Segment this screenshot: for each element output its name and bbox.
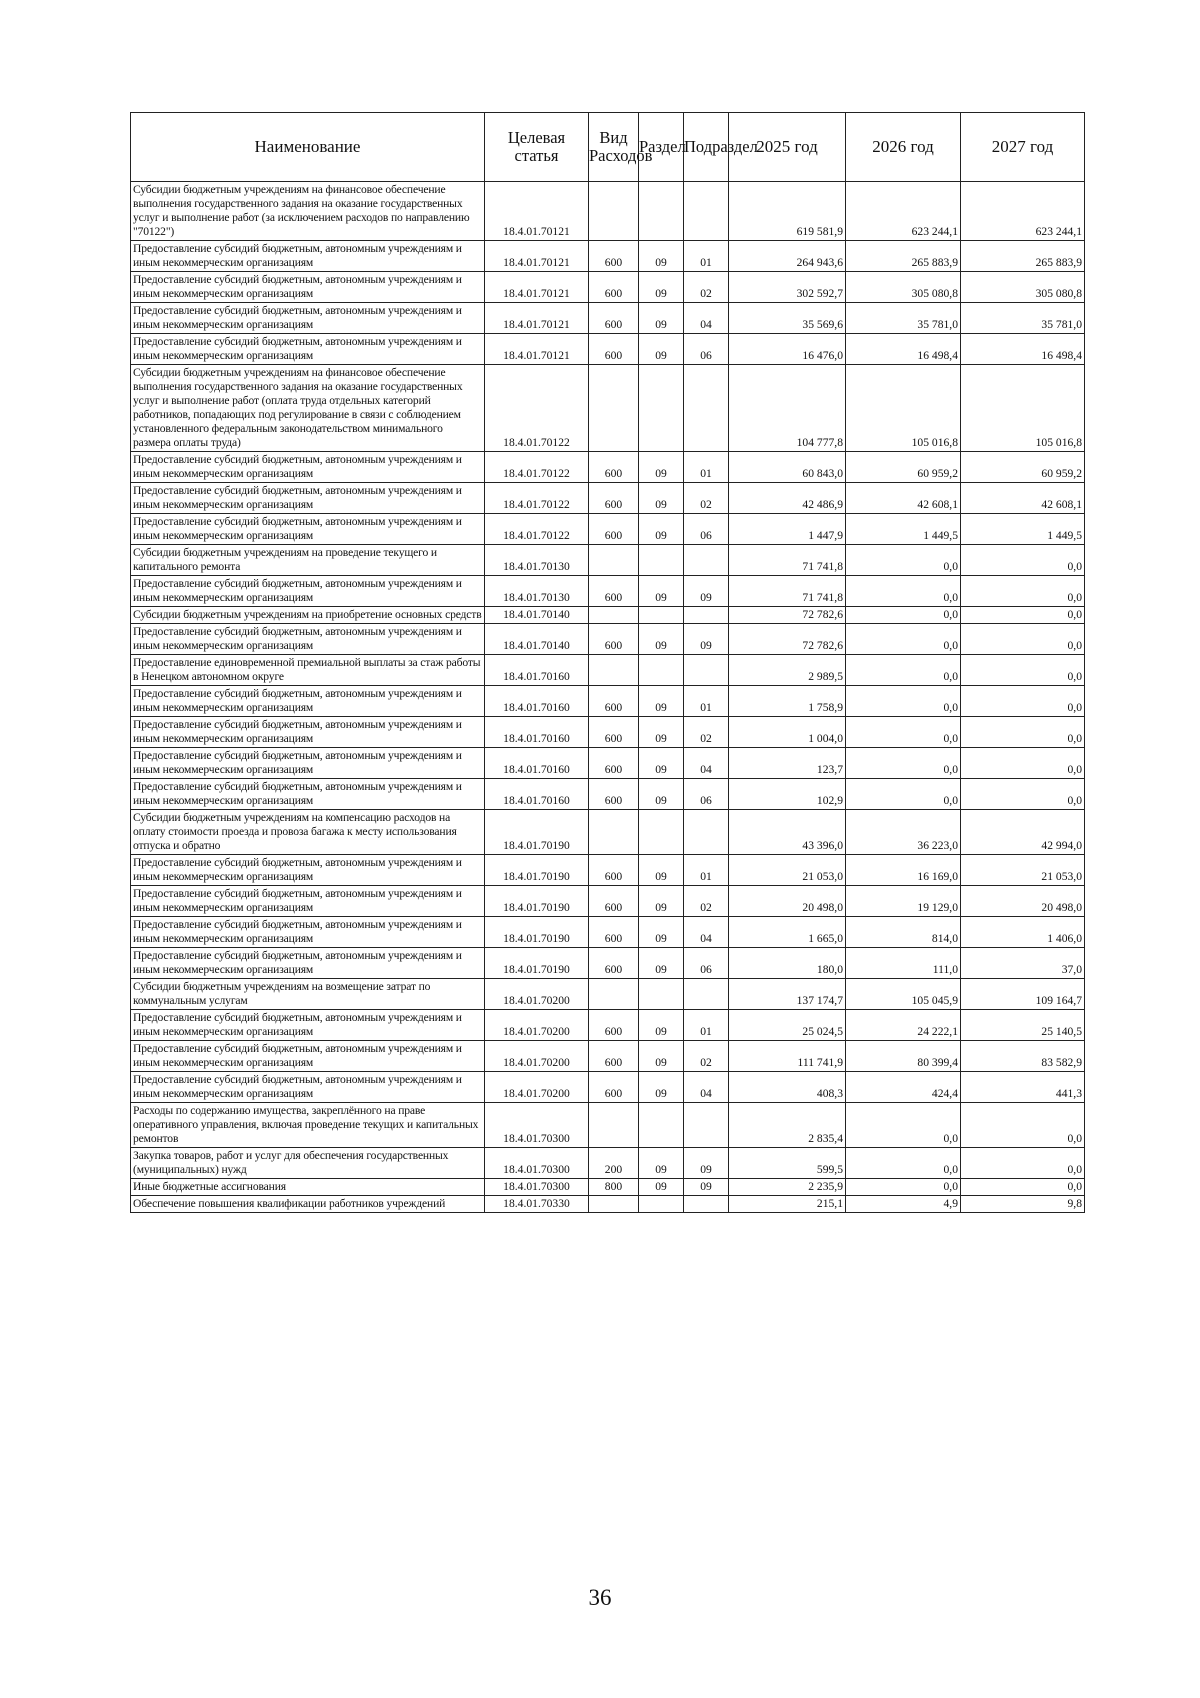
table-row xyxy=(131,717,1085,748)
cell-kind xyxy=(589,365,639,452)
cell-name: Субсидии бюджетным учреждениям на компенсацию расходов на оплату стоимости проезда и провоза багажа к месту использования отпуска и обратно xyxy=(131,810,485,855)
cell-2027: 305 080,8 xyxy=(961,272,1085,303)
cell-2027: 83 582,9 xyxy=(961,1041,1085,1072)
cell-2027: 60 959,2 xyxy=(961,452,1085,483)
table-row xyxy=(131,810,1085,855)
cell-2026: 0,0 xyxy=(846,748,961,779)
cell-2025: 599,5 xyxy=(729,1148,846,1179)
cell-2025: 2 835,4 xyxy=(729,1103,846,1148)
cell-section: 09 xyxy=(639,483,684,514)
cell-2026: 0,0 xyxy=(846,717,961,748)
cell-2027: 35 781,0 xyxy=(961,303,1085,334)
cell-article: 18.4.01.70160 xyxy=(485,686,589,717)
cell-subsection: 09 xyxy=(684,624,729,655)
cell-subsection: 02 xyxy=(684,483,729,514)
cell-2026: 0,0 xyxy=(846,576,961,607)
cell-name: Предоставление субсидий бюджетным, автономным учреждениям и иным некоммерческим организациям xyxy=(131,241,485,272)
cell-2025: 1 004,0 xyxy=(729,717,846,748)
header-kind: Вид Расходов xyxy=(589,113,639,182)
table-row xyxy=(131,624,1085,655)
cell-kind: 600 xyxy=(589,452,639,483)
cell-subsection xyxy=(684,655,729,686)
table-row xyxy=(131,576,1085,607)
cell-article: 18.4.01.70300 xyxy=(485,1148,589,1179)
cell-2025: 102,9 xyxy=(729,779,846,810)
table-row xyxy=(131,1010,1085,1041)
cell-2027: 1 406,0 xyxy=(961,917,1085,948)
cell-section: 09 xyxy=(639,334,684,365)
cell-subsection: 04 xyxy=(684,303,729,334)
cell-section xyxy=(639,365,684,452)
cell-subsection xyxy=(684,607,729,624)
cell-kind xyxy=(589,810,639,855)
cell-section: 09 xyxy=(639,1148,684,1179)
cell-2026: 424,4 xyxy=(846,1072,961,1103)
cell-subsection: 06 xyxy=(684,514,729,545)
cell-kind: 600 xyxy=(589,748,639,779)
cell-2026: 24 222,1 xyxy=(846,1010,961,1041)
table-row xyxy=(131,607,1085,624)
cell-article: 18.4.01.70200 xyxy=(485,1072,589,1103)
cell-article: 18.4.01.70190 xyxy=(485,886,589,917)
cell-section xyxy=(639,979,684,1010)
cell-subsection: 01 xyxy=(684,686,729,717)
cell-2026: 305 080,8 xyxy=(846,272,961,303)
cell-subsection: 02 xyxy=(684,272,729,303)
cell-2027: 0,0 xyxy=(961,607,1085,624)
cell-section: 09 xyxy=(639,717,684,748)
cell-subsection: 09 xyxy=(684,576,729,607)
cell-subsection: 02 xyxy=(684,717,729,748)
cell-2025: 35 569,6 xyxy=(729,303,846,334)
cell-article: 18.4.01.70160 xyxy=(485,748,589,779)
cell-2025: 2 989,5 xyxy=(729,655,846,686)
cell-2027: 0,0 xyxy=(961,779,1085,810)
cell-subsection: 01 xyxy=(684,855,729,886)
cell-kind: 600 xyxy=(589,303,639,334)
cell-2027: 105 016,8 xyxy=(961,365,1085,452)
cell-subsection: 04 xyxy=(684,748,729,779)
cell-name: Предоставление субсидий бюджетным, автономным учреждениям и иным некоммерческим организациям xyxy=(131,576,485,607)
cell-article: 18.4.01.70160 xyxy=(485,779,589,810)
cell-article: 18.4.01.70122 xyxy=(485,514,589,545)
cell-subsection xyxy=(684,545,729,576)
cell-subsection xyxy=(684,1103,729,1148)
cell-kind: 600 xyxy=(589,948,639,979)
cell-2025: 137 174,7 xyxy=(729,979,846,1010)
cell-2026: 814,0 xyxy=(846,917,961,948)
cell-2026: 0,0 xyxy=(846,686,961,717)
cell-subsection: 06 xyxy=(684,948,729,979)
cell-2026: 623 244,1 xyxy=(846,182,961,241)
cell-section: 09 xyxy=(639,1072,684,1103)
cell-2026: 42 608,1 xyxy=(846,483,961,514)
cell-kind: 600 xyxy=(589,886,639,917)
cell-2025: 1 665,0 xyxy=(729,917,846,948)
cell-2025: 71 741,8 xyxy=(729,576,846,607)
cell-article: 18.4.01.70190 xyxy=(485,810,589,855)
cell-kind: 600 xyxy=(589,1072,639,1103)
cell-name: Предоставление субсидий бюджетным, автономным учреждениям и иным некоммерческим организациям xyxy=(131,334,485,365)
cell-name: Обеспечение повышения квалификации работников учреждений xyxy=(131,1196,485,1213)
cell-subsection xyxy=(684,1196,729,1213)
cell-2027: 441,3 xyxy=(961,1072,1085,1103)
cell-2027: 265 883,9 xyxy=(961,241,1085,272)
cell-2026: 0,0 xyxy=(846,624,961,655)
cell-name: Предоставление субсидий бюджетным, автономным учреждениям и иным некоммерческим организациям xyxy=(131,948,485,979)
cell-section: 09 xyxy=(639,748,684,779)
cell-2026: 0,0 xyxy=(846,545,961,576)
cell-2027: 16 498,4 xyxy=(961,334,1085,365)
cell-article: 18.4.01.70300 xyxy=(485,1179,589,1196)
table-row xyxy=(131,979,1085,1010)
cell-2026: 0,0 xyxy=(846,655,961,686)
cell-2027: 1 449,5 xyxy=(961,514,1085,545)
cell-2026: 60 959,2 xyxy=(846,452,961,483)
cell-kind: 600 xyxy=(589,1010,639,1041)
cell-article: 18.4.01.70300 xyxy=(485,1103,589,1148)
table-row xyxy=(131,1148,1085,1179)
cell-name: Предоставление субсидий бюджетным, автономным учреждениям и иным некоммерческим организациям xyxy=(131,1072,485,1103)
cell-kind: 600 xyxy=(589,272,639,303)
cell-2027: 21 053,0 xyxy=(961,855,1085,886)
table-row xyxy=(131,334,1085,365)
cell-name: Субсидии бюджетным учреждениям на финансовое обеспечение выполнения государственного задания на оказание государственных услуг и выполнение работ (оплата труда отдельных категорий работников, попадающих под регулирование в связи с соблюдением установленного федеральным законодательством минимального размера оплаты труда) xyxy=(131,365,485,452)
cell-2025: 42 486,9 xyxy=(729,483,846,514)
cell-article: 18.4.01.70140 xyxy=(485,624,589,655)
cell-kind: 600 xyxy=(589,855,639,886)
cell-2026: 0,0 xyxy=(846,607,961,624)
cell-name: Предоставление субсидий бюджетным, автономным учреждениям и иным некоммерческим организациям xyxy=(131,303,485,334)
cell-2027: 0,0 xyxy=(961,717,1085,748)
cell-kind: 600 xyxy=(589,717,639,748)
cell-name: Предоставление субсидий бюджетным, автономным учреждениям и иным некоммерческим организациям xyxy=(131,717,485,748)
table-row xyxy=(131,855,1085,886)
page-number: 36 xyxy=(588,1585,612,1610)
cell-section: 09 xyxy=(639,855,684,886)
cell-2025: 43 396,0 xyxy=(729,810,846,855)
cell-kind xyxy=(589,607,639,624)
cell-article: 18.4.01.70121 xyxy=(485,272,589,303)
cell-article: 18.4.01.70121 xyxy=(485,303,589,334)
cell-2025: 1 758,9 xyxy=(729,686,846,717)
cell-2026: 80 399,4 xyxy=(846,1041,961,1072)
table-row xyxy=(131,1041,1085,1072)
cell-article: 18.4.01.70200 xyxy=(485,1041,589,1072)
cell-kind: 600 xyxy=(589,779,639,810)
cell-subsection: 04 xyxy=(684,1072,729,1103)
cell-2026: 0,0 xyxy=(846,1103,961,1148)
cell-2027: 0,0 xyxy=(961,576,1085,607)
cell-2026: 0,0 xyxy=(846,779,961,810)
cell-section: 09 xyxy=(639,576,684,607)
cell-2027: 9,8 xyxy=(961,1196,1085,1213)
table-row xyxy=(131,1196,1085,1213)
cell-name: Субсидии бюджетным учреждениям на возмещение затрат по коммунальным услугам xyxy=(131,979,485,1010)
cell-2027: 0,0 xyxy=(961,1103,1085,1148)
cell-2027: 42 994,0 xyxy=(961,810,1085,855)
cell-name: Предоставление субсидий бюджетным, автономным учреждениям и иным некоммерческим организациям xyxy=(131,855,485,886)
cell-2025: 21 053,0 xyxy=(729,855,846,886)
cell-section: 09 xyxy=(639,1010,684,1041)
cell-name: Субсидии бюджетным учреждениям на приобретение основных средств xyxy=(131,607,485,624)
table-body xyxy=(131,182,1085,1213)
cell-subsection: 06 xyxy=(684,334,729,365)
cell-name: Предоставление субсидий бюджетным, автономным учреждениям и иным некоммерческим организациям xyxy=(131,917,485,948)
cell-name: Предоставление субсидий бюджетным, автономным учреждениям и иным некоммерческим организациям xyxy=(131,686,485,717)
cell-2027: 0,0 xyxy=(961,1179,1085,1196)
cell-article: 18.4.01.70121 xyxy=(485,182,589,241)
cell-subsection: 02 xyxy=(684,1041,729,1072)
cell-2026: 0,0 xyxy=(846,1179,961,1196)
cell-subsection: 01 xyxy=(684,1010,729,1041)
cell-name: Предоставление субсидий бюджетным, автономным учреждениям и иным некоммерческим организациям xyxy=(131,748,485,779)
cell-article: 18.4.01.70200 xyxy=(485,979,589,1010)
cell-article: 18.4.01.70190 xyxy=(485,855,589,886)
cell-2025: 104 777,8 xyxy=(729,365,846,452)
cell-2025: 20 498,0 xyxy=(729,886,846,917)
cell-2026: 1 449,5 xyxy=(846,514,961,545)
cell-section: 09 xyxy=(639,624,684,655)
cell-2025: 72 782,6 xyxy=(729,607,846,624)
cell-2025: 408,3 xyxy=(729,1072,846,1103)
cell-kind xyxy=(589,545,639,576)
table-row xyxy=(131,483,1085,514)
cell-article: 18.4.01.70122 xyxy=(485,365,589,452)
cell-name: Расходы по содержанию имущества, закреплённого на праве оперативного управления, включая проведение текущих и капитальных ремонтов xyxy=(131,1103,485,1148)
cell-2026: 0,0 xyxy=(846,1148,961,1179)
cell-kind xyxy=(589,655,639,686)
cell-kind: 600 xyxy=(589,334,639,365)
cell-2026: 16 169,0 xyxy=(846,855,961,886)
cell-2027: 109 164,7 xyxy=(961,979,1085,1010)
cell-kind: 600 xyxy=(589,624,639,655)
budget-table xyxy=(130,112,1085,1213)
cell-subsection: 06 xyxy=(684,779,729,810)
cell-article: 18.4.01.70130 xyxy=(485,545,589,576)
cell-subsection: 01 xyxy=(684,452,729,483)
cell-2027: 0,0 xyxy=(961,624,1085,655)
table-row xyxy=(131,655,1085,686)
table-row xyxy=(131,272,1085,303)
cell-2026: 36 223,0 xyxy=(846,810,961,855)
cell-section xyxy=(639,182,684,241)
cell-name: Предоставление субсидий бюджетным, автономным учреждениям и иным некоммерческим организациям xyxy=(131,452,485,483)
cell-section: 09 xyxy=(639,514,684,545)
cell-name: Предоставление субсидий бюджетным, автономным учреждениям и иным некоммерческим организациям xyxy=(131,483,485,514)
cell-kind: 600 xyxy=(589,686,639,717)
cell-article: 18.4.01.70130 xyxy=(485,576,589,607)
cell-article: 18.4.01.70190 xyxy=(485,917,589,948)
cell-2025: 619 581,9 xyxy=(729,182,846,241)
cell-kind: 600 xyxy=(589,1041,639,1072)
cell-2027: 37,0 xyxy=(961,948,1085,979)
cell-article: 18.4.01.70160 xyxy=(485,655,589,686)
table-row xyxy=(131,303,1085,334)
cell-subsection: 04 xyxy=(684,917,729,948)
cell-2025: 111 741,9 xyxy=(729,1041,846,1072)
cell-article: 18.4.01.70122 xyxy=(485,452,589,483)
cell-kind: 800 xyxy=(589,1179,639,1196)
cell-article: 18.4.01.70121 xyxy=(485,241,589,272)
header-section: Раздел xyxy=(639,113,684,182)
header-subsection: Подраздел xyxy=(684,113,729,182)
cell-name: Предоставление субсидий бюджетным, автономным учреждениям и иным некоммерческим организациям xyxy=(131,1041,485,1072)
cell-2027: 623 244,1 xyxy=(961,182,1085,241)
cell-article: 18.4.01.70121 xyxy=(485,334,589,365)
cell-subsection: 01 xyxy=(684,241,729,272)
cell-2027: 25 140,5 xyxy=(961,1010,1085,1041)
table-row xyxy=(131,452,1085,483)
cell-2025: 72 782,6 xyxy=(729,624,846,655)
cell-section: 09 xyxy=(639,452,684,483)
cell-section xyxy=(639,607,684,624)
cell-section: 09 xyxy=(639,917,684,948)
cell-subsection xyxy=(684,810,729,855)
cell-section: 09 xyxy=(639,1041,684,1072)
cell-name: Субсидии бюджетным учреждениям на проведение текущего и капитального ремонта xyxy=(131,545,485,576)
table-row xyxy=(131,182,1085,241)
cell-2026: 35 781,0 xyxy=(846,303,961,334)
cell-name: Закупка товаров, работ и услуг для обеспечения государственных (муниципальных) нужд xyxy=(131,1148,485,1179)
cell-article: 18.4.01.70140 xyxy=(485,607,589,624)
cell-subsection: 02 xyxy=(684,886,729,917)
cell-article: 18.4.01.70200 xyxy=(485,1010,589,1041)
cell-kind: 200 xyxy=(589,1148,639,1179)
cell-section xyxy=(639,1196,684,1213)
cell-section xyxy=(639,655,684,686)
cell-2026: 105 045,9 xyxy=(846,979,961,1010)
cell-section: 09 xyxy=(639,948,684,979)
cell-kind: 600 xyxy=(589,483,639,514)
cell-2026: 16 498,4 xyxy=(846,334,961,365)
cell-2027: 0,0 xyxy=(961,545,1085,576)
cell-2025: 25 024,5 xyxy=(729,1010,846,1041)
cell-2026: 111,0 xyxy=(846,948,961,979)
cell-kind xyxy=(589,1103,639,1148)
cell-subsection xyxy=(684,979,729,1010)
cell-2026: 4,9 xyxy=(846,1196,961,1213)
cell-2027: 0,0 xyxy=(961,655,1085,686)
cell-2025: 215,1 xyxy=(729,1196,846,1213)
table-row xyxy=(131,886,1085,917)
cell-2027: 20 498,0 xyxy=(961,886,1085,917)
cell-2025: 16 476,0 xyxy=(729,334,846,365)
cell-article: 18.4.01.70160 xyxy=(485,717,589,748)
header-2026: 2026 год xyxy=(846,113,961,182)
cell-2025: 123,7 xyxy=(729,748,846,779)
table-row xyxy=(131,686,1085,717)
table-row xyxy=(131,748,1085,779)
cell-2027: 0,0 xyxy=(961,1148,1085,1179)
cell-kind: 600 xyxy=(589,241,639,272)
table-row xyxy=(131,1072,1085,1103)
cell-2025: 71 741,8 xyxy=(729,545,846,576)
table-row xyxy=(131,514,1085,545)
cell-name: Предоставление субсидий бюджетным, автономным учреждениям и иным некоммерческим организациям xyxy=(131,779,485,810)
cell-article: 18.4.01.70190 xyxy=(485,948,589,979)
cell-name: Иные бюджетные ассигнования xyxy=(131,1179,485,1196)
header-2025: 2025 год xyxy=(729,113,846,182)
cell-2027: 42 608,1 xyxy=(961,483,1085,514)
cell-subsection xyxy=(684,182,729,241)
cell-kind: 600 xyxy=(589,576,639,607)
cell-name: Предоставление субсидий бюджетным, автономным учреждениям и иным некоммерческим организациям xyxy=(131,624,485,655)
cell-section: 09 xyxy=(639,779,684,810)
cell-kind: 600 xyxy=(589,514,639,545)
cell-subsection: 09 xyxy=(684,1148,729,1179)
cell-section: 09 xyxy=(639,1179,684,1196)
cell-2027: 0,0 xyxy=(961,686,1085,717)
cell-name: Предоставление единовременной премиальной выплаты за стаж работы в Ненецком автономном округе xyxy=(131,655,485,686)
cell-section: 09 xyxy=(639,886,684,917)
cell-subsection xyxy=(684,365,729,452)
header-article: Целевая статья xyxy=(485,113,589,182)
cell-section: 09 xyxy=(639,241,684,272)
cell-section xyxy=(639,545,684,576)
cell-kind xyxy=(589,1196,639,1213)
table-row xyxy=(131,241,1085,272)
cell-section: 09 xyxy=(639,686,684,717)
cell-2025: 302 592,7 xyxy=(729,272,846,303)
cell-kind xyxy=(589,182,639,241)
cell-name: Предоставление субсидий бюджетным, автономным учреждениям и иным некоммерческим организациям xyxy=(131,514,485,545)
table-row xyxy=(131,948,1085,979)
table-row xyxy=(131,917,1085,948)
table-row xyxy=(131,545,1085,576)
cell-2026: 105 016,8 xyxy=(846,365,961,452)
cell-2025: 2 235,9 xyxy=(729,1179,846,1196)
cell-2025: 60 843,0 xyxy=(729,452,846,483)
cell-section: 09 xyxy=(639,272,684,303)
cell-2025: 1 447,9 xyxy=(729,514,846,545)
table-row xyxy=(131,1103,1085,1148)
cell-name: Предоставление субсидий бюджетным, автономным учреждениям и иным некоммерческим организациям xyxy=(131,886,485,917)
table-row xyxy=(131,779,1085,810)
table-header-row xyxy=(131,113,1085,182)
cell-section: 09 xyxy=(639,303,684,334)
table-row xyxy=(131,365,1085,452)
cell-2025: 180,0 xyxy=(729,948,846,979)
cell-section xyxy=(639,810,684,855)
cell-name: Субсидии бюджетным учреждениям на финансовое обеспечение выполнения государственного задания на оказание государственных услуг и выполнение работ (за исключением расходов по направлению "70122") xyxy=(131,182,485,241)
cell-2026: 265 883,9 xyxy=(846,241,961,272)
table-row xyxy=(131,1179,1085,1196)
cell-section xyxy=(639,1103,684,1148)
cell-subsection: 09 xyxy=(684,1179,729,1196)
header-2027: 2027 год xyxy=(961,113,1085,182)
cell-article: 18.4.01.70122 xyxy=(485,483,589,514)
cell-article: 18.4.01.70330 xyxy=(485,1196,589,1213)
cell-2027: 0,0 xyxy=(961,748,1085,779)
cell-name: Предоставление субсидий бюджетным, автономным учреждениям и иным некоммерческим организациям xyxy=(131,272,485,303)
cell-2026: 19 129,0 xyxy=(846,886,961,917)
cell-kind: 600 xyxy=(589,917,639,948)
cell-name: Предоставление субсидий бюджетным, автономным учреждениям и иным некоммерческим организациям xyxy=(131,1010,485,1041)
cell-kind xyxy=(589,979,639,1010)
cell-2025: 264 943,6 xyxy=(729,241,846,272)
header-name: Наименование xyxy=(131,113,485,182)
